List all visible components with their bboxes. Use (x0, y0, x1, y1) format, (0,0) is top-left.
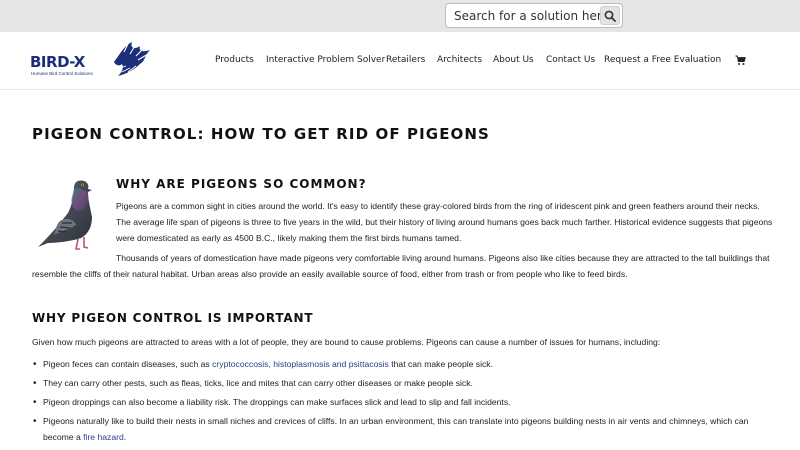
bird-logo-icon (110, 40, 152, 78)
paragraph-why-common-2 (32, 250, 776, 282)
nav-item-products[interactable]: Products (215, 55, 254, 65)
list-item-text: . (123, 431, 127, 442)
brand-tagline: Humane Bird Control Solutions (31, 71, 93, 76)
list-item (32, 414, 772, 445)
diseases-link[interactable]: cryptococcosis, histoplasmosis and psittacosis (212, 359, 389, 369)
list-item-text: Pigeon feces can contain diseases, such as (43, 359, 213, 369)
page-title: PIGEON CONTROL: HOW TO GET RID OF PIGEONS (32, 125, 490, 143)
pigeon-image (34, 177, 104, 253)
nav-item-architects[interactable]: Architects (437, 55, 483, 65)
search-icon (604, 10, 616, 22)
nav-item-retailers[interactable]: Retailers (386, 55, 426, 65)
section-heading-why-common: WHY ARE PIGEONS SO COMMON? (116, 177, 367, 191)
list-item-text: Pigeons naturally like to build their nests in small niches and crevices of cliffs. In an urban environment, this can translate into pigeons building nests in air vents and chimneys, which can become a (43, 416, 749, 442)
list-item-text: that can make people sick. (388, 359, 493, 369)
search-box (445, 3, 623, 28)
fire-hazard-link[interactable]: fire hazard (83, 431, 124, 442)
nav-item-contact-us[interactable]: Contact Us (546, 55, 596, 65)
search-button[interactable] (600, 6, 620, 25)
list-item (32, 376, 772, 392)
brand-logo[interactable] (30, 40, 155, 82)
paragraph-why-common-2-text: Thousands of years of domestication have made pigeons very comfortable living around humans. Pigeons also like cities because they are attracted to the tall buildings that resemble the cliffs of their natural habitat. Urban areas also provide an easily available source of food, either from trash or from people who like to feed birds. (32, 253, 770, 279)
site-header (0, 32, 800, 90)
nav-item-about-us[interactable]: About Us (493, 55, 534, 65)
top-bar (0, 0, 800, 32)
section-heading-control-important: WHY PIGEON CONTROL IS IMPORTANT (32, 311, 314, 325)
list-item (32, 357, 772, 373)
issues-list (32, 357, 772, 449)
cart-button[interactable] (735, 53, 746, 71)
search-input[interactable] (446, 4, 601, 27)
brand-name: BIRD-X (30, 53, 85, 71)
nav-item-free-evaluation[interactable]: Request a Free Evaluation (604, 55, 722, 65)
list-item-text: Pigeon droppings can also become a liability risk. The droppings can make surfaces slick and lead to slip and fall incidents. (43, 397, 511, 407)
nav-item-problem-solver[interactable]: Interactive Problem Solver (266, 55, 386, 65)
paragraph-why-common-1: Pigeons are a common sight in cities around the world. It's easy to identify these gray-colored birds from the ring of iridescent pink and green feathers around their necks. The average life span of pigeons is three to five years in the wild, but their history of living around humans goes back much farther. Historical evidence suggests that pigeons were domesticated as early as 4500 B.C., likely making them the first birds humans tamed. (116, 201, 773, 243)
list-item-text: They can carry other pests, such as fleas, ticks, lice and mites that can carry other diseases or make people sick. (43, 378, 473, 388)
cart-icon (735, 55, 746, 66)
paragraph-control-intro: Given how much pigeons are attracted to areas with a lot of people, they are bound to cause problems. Pigeons can cause a number of issues for humans, including: (32, 337, 661, 347)
list-item (32, 395, 772, 411)
